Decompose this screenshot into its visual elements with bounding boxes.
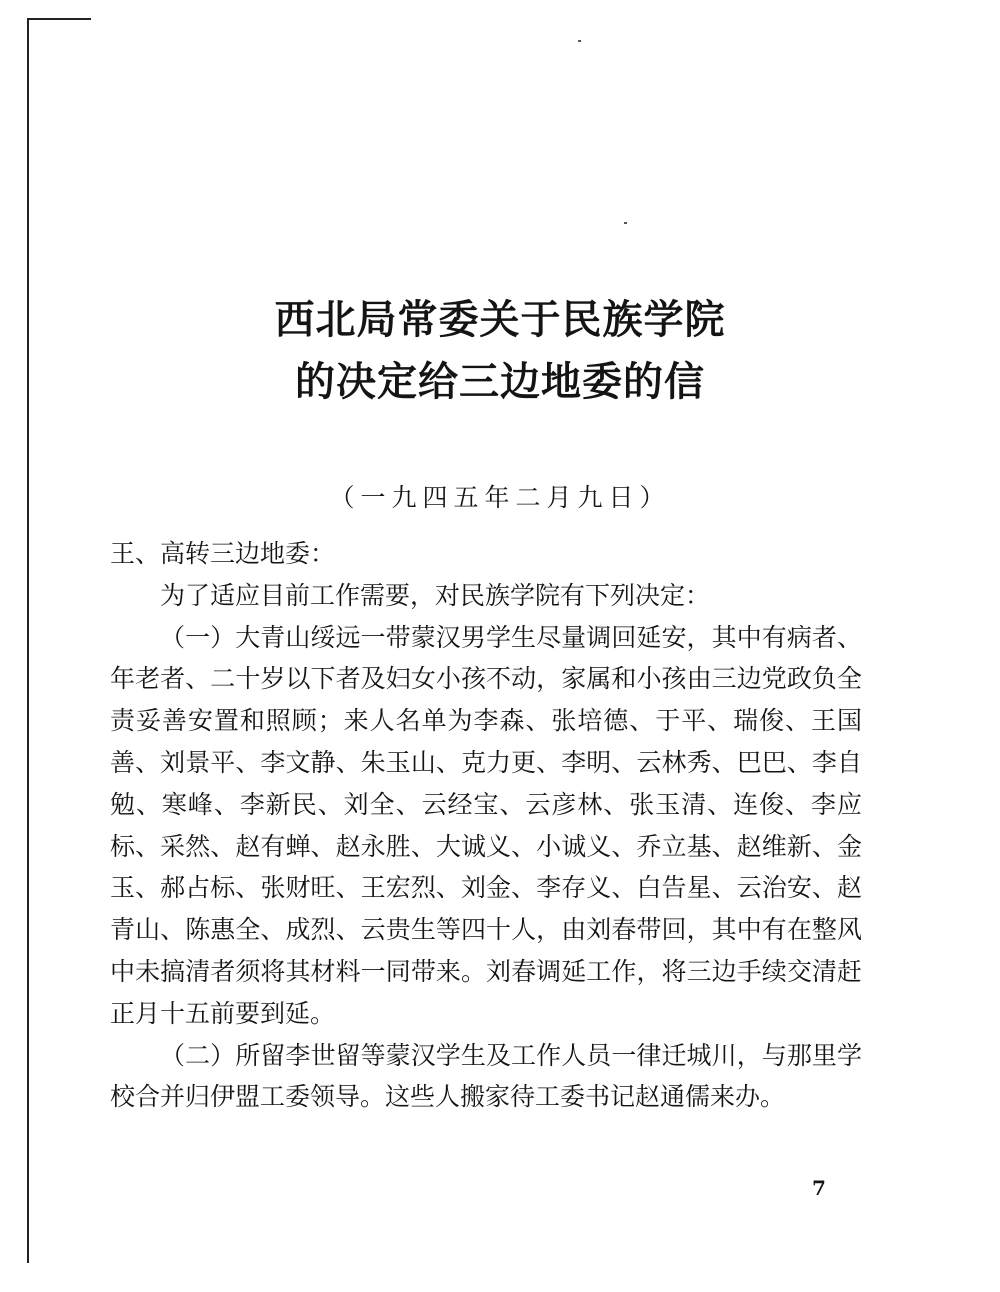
scan-border-left bbox=[27, 18, 29, 1263]
paragraph-item-1: （一）大青山绥远一带蒙汉男学生尽量调回延安，其中有病者、年老者、二十岁以下者及妇女小孩不动，家属和小孩由三边党政负全责妥善安置和照顾；来人名单为李森、张培德、于平、瑞俊、王国善、刘景平、李文静、朱玉山、克力更、李明、云林秀、巴巴、李自勉、寒峰、李新民、刘全、云经宝、云彦林、张玉清、连俊、李应标、采然、赵有蝉、赵永胜、大诚义、小诚义、乔立基、赵维新、金玉、郝占标、张财旺、王宏烈、刘金、李存义、白告星、云治安、赵青山、陈惠全、成烈、云贵生等四十人，由刘春带回，其中有在整风中未搞清者须将其材料一同带来。刘春调延工作，将三边手续交清赶正月十五前要到延。 bbox=[110, 622, 862, 1028]
page-number: 7 bbox=[812, 1176, 826, 1200]
document-title-line-1: 西北局常委关于民族学院 bbox=[274, 297, 726, 343]
document-title-line-2: 的决定给三边地委的信 bbox=[295, 359, 705, 405]
document-date: （一九四五年二月九日） bbox=[329, 483, 671, 512]
salutation: 王、高转三边地委： bbox=[110, 539, 336, 568]
paragraph-intro: 为了适应目前工作需要，对民族学院有下列决定： bbox=[160, 580, 711, 610]
document-body bbox=[110, 533, 862, 1118]
scan-speck bbox=[624, 222, 627, 224]
scan-border-top bbox=[27, 18, 91, 20]
paragraph-item-2: （二）所留李世留等蒙汉学生及工作人员一律迁城川，与那里学校合并归伊盟工委领导。这些人搬家待工委书记赵通儒来办。 bbox=[110, 1040, 862, 1112]
scan-speck bbox=[578, 40, 581, 42]
